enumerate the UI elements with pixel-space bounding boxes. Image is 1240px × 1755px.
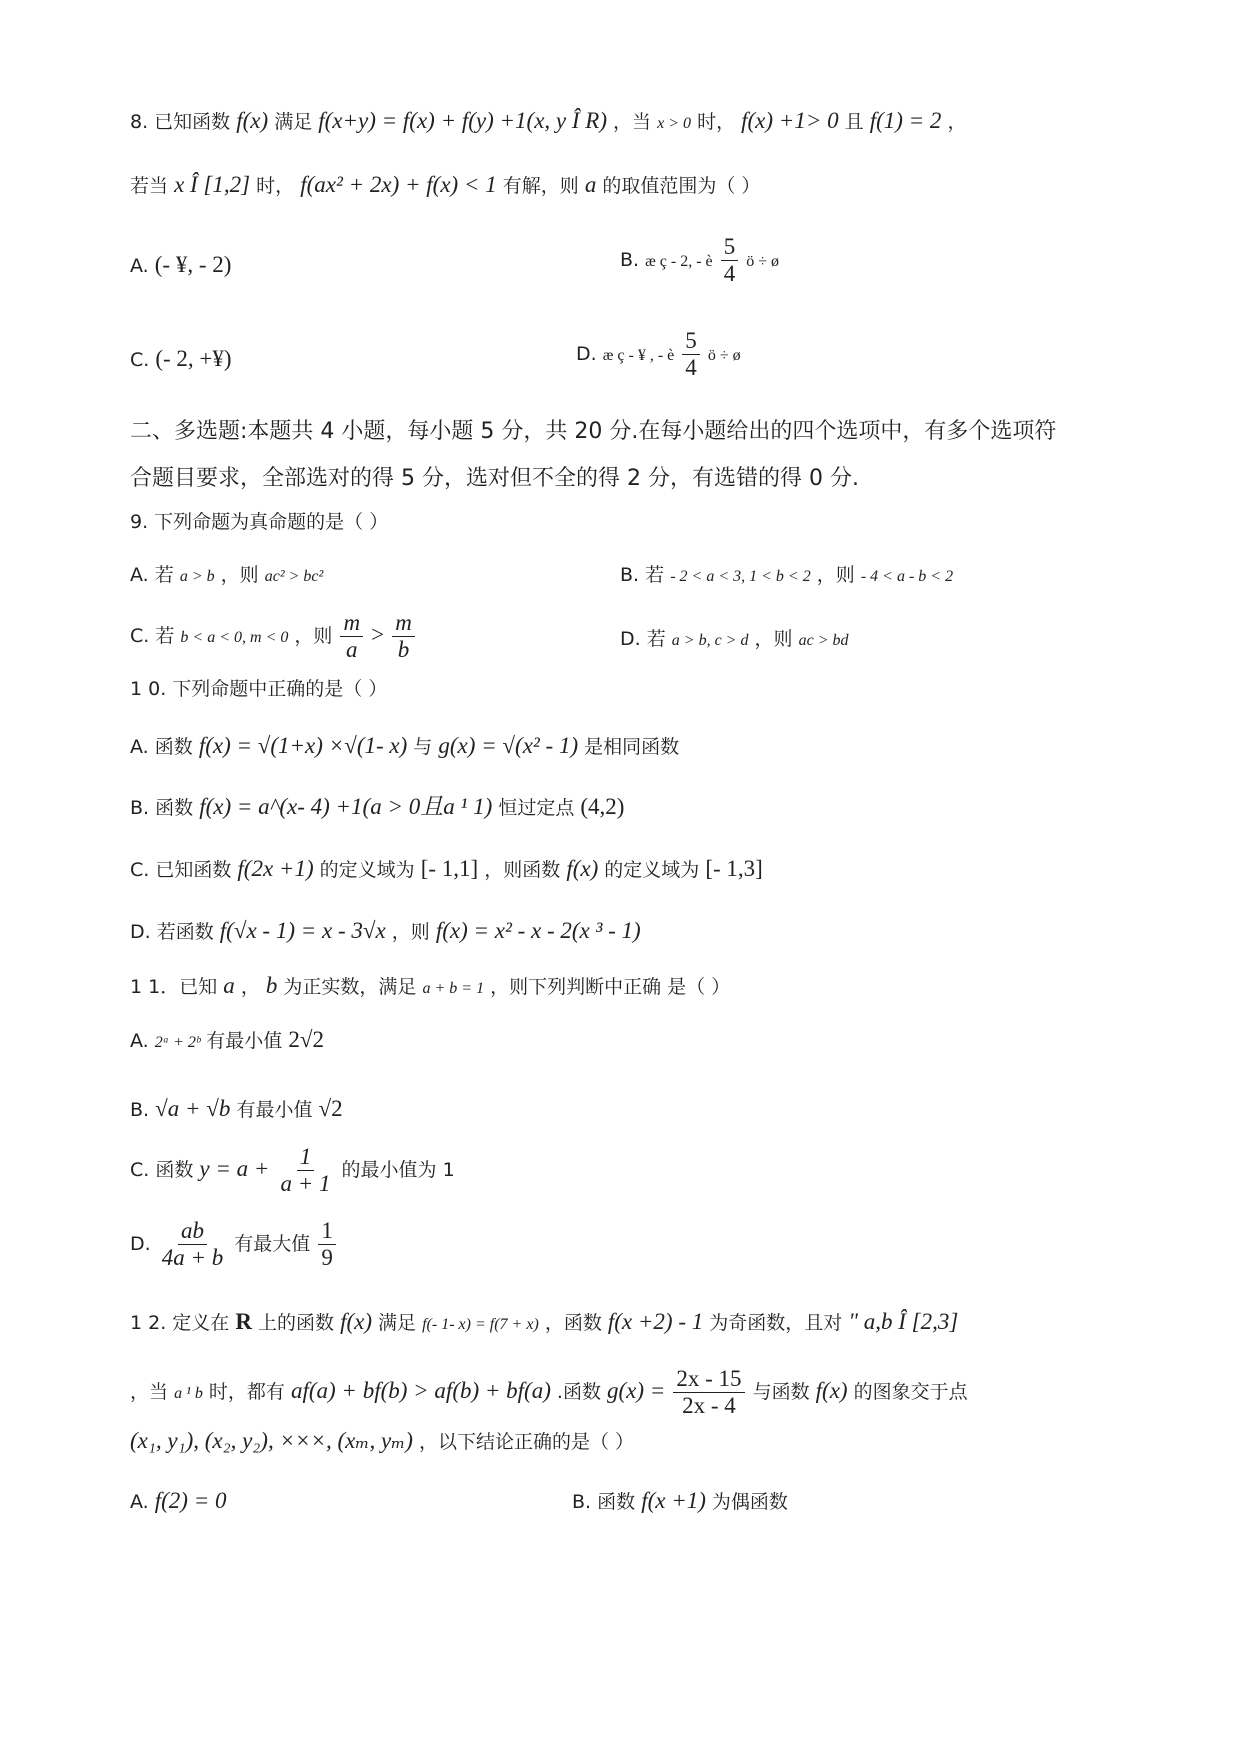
q12-text: ，当 <box>130 1381 169 1403</box>
q12-text: 时，都有 <box>208 1381 285 1403</box>
fraction-denominator: a <box>346 637 358 662</box>
option-math: √a + √b <box>155 1096 231 1121</box>
option-math: - 4 < a - b < 2 <box>860 568 954 585</box>
q11-stem <box>130 971 730 1004</box>
fraction-denominator: 4a + b <box>161 1245 224 1270</box>
option-text: 为偶函数 <box>711 1491 788 1513</box>
q10-option-d <box>130 916 641 947</box>
option-fraction <box>318 1218 336 1271</box>
q8-math: f(x) +1> 0 <box>741 108 839 133</box>
q9-option-a <box>130 560 323 592</box>
fraction-numerator: 5 <box>721 234 739 261</box>
q12-math: " a,b Î [2,3] <box>848 1309 959 1334</box>
q8-text: ，当 <box>613 111 652 133</box>
q8-math: a <box>584 172 597 197</box>
option-label: B. <box>130 1099 150 1121</box>
option-math: 2ᵃ + 2ᵇ <box>154 1034 201 1051</box>
option-math: f(x) <box>566 856 599 881</box>
option-text: 的定义域为 <box>604 859 700 881</box>
q12-line3 <box>130 1426 634 1457</box>
q8-math: x > 0 <box>657 115 692 132</box>
q8-math: f(x) <box>236 108 269 133</box>
option-label: B. <box>620 564 640 586</box>
option-text: 有最小值 <box>206 1030 283 1052</box>
q12-text: 与函数 <box>752 1381 810 1403</box>
option-math: 2√2 <box>288 1027 324 1052</box>
fraction-denominator: 2x - 4 <box>682 1393 736 1418</box>
q8-option-a <box>130 250 231 281</box>
fraction-numerator: 1 <box>297 1144 315 1171</box>
option-math: f(x) = a^(x- 4) +1(a > 0且a ¹ 1) <box>199 794 493 819</box>
q11-math: b <box>265 973 278 998</box>
q8-text: 若当 <box>130 175 169 197</box>
option-math: √2 <box>318 1096 343 1121</box>
option-math: g(x) = √(x² - 1) <box>438 733 579 758</box>
option-text: 有最大值 <box>234 1233 311 1255</box>
option-label: C. <box>130 625 150 647</box>
option-math: ö ÷ ø <box>707 347 741 364</box>
option-label: D. <box>620 628 641 650</box>
q8-text: 的取值范围为（ ） <box>602 175 761 197</box>
fraction-denominator: b <box>397 637 410 662</box>
q12-math: f(x) <box>340 1309 372 1334</box>
fraction-numerator: ab <box>178 1218 207 1245</box>
option-math: æ ç - ¥ , - è <box>602 347 675 364</box>
option-math: f(x +1) <box>641 1488 706 1513</box>
option-text: 1 <box>442 1159 455 1181</box>
option-text: ，则 <box>220 564 259 586</box>
q8-text: ， <box>947 111 967 133</box>
option-text: 已知函数 <box>155 859 232 881</box>
q11-text: 为正实数，满足 <box>283 976 417 998</box>
q11-math: a + b = 1 <box>422 980 485 997</box>
q11-option-a <box>130 1025 324 1058</box>
fraction-denominator: 4 <box>685 355 697 380</box>
q8-text: 且 <box>844 111 864 133</box>
q11-text: ， <box>240 976 260 998</box>
q9-option-b <box>620 560 953 592</box>
q9-option-d <box>620 624 849 656</box>
q8-line1 <box>130 106 967 139</box>
q12-line1 <box>130 1307 958 1340</box>
q8-text: 满足 <box>274 111 313 133</box>
option-math: f(√x - 1) = x - 3√x <box>219 918 386 943</box>
q12-text: 为奇函数，且对 <box>709 1312 843 1334</box>
option-text: 函数 <box>154 736 193 758</box>
fraction-denominator: a + 1 <box>280 1171 331 1196</box>
option-label: A. <box>130 255 149 277</box>
q12-math: f(x +2) - 1 <box>607 1309 704 1334</box>
q8-text: 8. 已知函数 <box>130 111 231 133</box>
q11-text: ，则下列判断中正确 是（ ） <box>490 976 731 998</box>
q8-math: f(x+y) = f(x) + f(y) +1(x, y Î R) <box>318 108 607 133</box>
option-text: ，则 <box>816 564 855 586</box>
option-label: B. <box>572 1491 592 1513</box>
option-math: æ ç - 2, - è <box>645 253 713 270</box>
option-label: C. <box>130 859 150 881</box>
q12-text: 的图象交于点 <box>853 1381 968 1403</box>
q8-option-c <box>130 344 232 375</box>
option-math: a > b <box>179 568 215 585</box>
option-text: 若函数 <box>156 921 214 943</box>
option-text: 函数 <box>155 797 194 819</box>
q8-text: 时， <box>697 111 736 133</box>
option-math: ac² > bc² <box>264 568 324 585</box>
option-math: b < a < 0, m < 0 <box>180 629 289 646</box>
option-math: f(2x +1) <box>237 856 314 881</box>
option-text: 的定义域为 <box>319 859 415 881</box>
option-math: y = a + <box>199 1156 270 1181</box>
option-label: D. <box>130 921 151 943</box>
option-label: B. <box>620 249 640 271</box>
option-text: 恒过定点 <box>498 797 575 819</box>
q11-text: 1 1．已知 <box>130 976 218 998</box>
option-text: 若 <box>154 564 174 586</box>
q8-line2 <box>130 170 760 201</box>
section-heading-line2: 合题目要求，全部选对的得 5 分，选对但不全的得 2 分，有选错的得 0 分. <box>130 466 859 491</box>
fraction-numerator: 2x - 15 <box>673 1366 744 1393</box>
option-math: f(2) = 0 <box>154 1488 227 1513</box>
option-label: B. <box>130 797 150 819</box>
q12-text: 满足 <box>378 1312 417 1334</box>
q10-option-c <box>130 854 763 885</box>
option-text: 函数 <box>597 1491 636 1513</box>
option-text: 若 <box>646 628 666 650</box>
option-label: C. <box>130 1159 150 1181</box>
option-math: ac > bd <box>798 632 849 649</box>
q12-option-b <box>572 1486 788 1517</box>
option-label: A. <box>130 1030 149 1052</box>
option-math: f(x) = x² - x - 2(x ³ - 1) <box>435 918 641 943</box>
section-heading-line1: 二、多选题:本题共 4 小题，每小题 5 分，共 20 分.在每小题给出的四个选项中，有多个选项符 <box>130 419 1057 444</box>
option-fraction <box>159 1218 227 1271</box>
fraction-numerator: m <box>340 610 363 637</box>
fraction-denominator: 9 <box>321 1245 333 1270</box>
q12-math: f(- 1- x) = f(7 + x) <box>422 1316 539 1333</box>
q12-math: (x₁, y₁), (x₂, y₂), ×××, (xₘ, yₘ) <box>130 1428 413 1453</box>
option-text: 的最小值为 <box>341 1159 437 1181</box>
q8-option-b <box>620 234 779 287</box>
q12-text: 1 2. 定义在 <box>130 1312 230 1334</box>
option-text: 是相同函数 <box>584 736 680 758</box>
q12-math: f(x) <box>815 1378 848 1403</box>
q12-option-a <box>130 1486 226 1517</box>
option-fraction <box>392 610 415 663</box>
option-label: A. <box>130 1491 149 1513</box>
q12-text: 上的函数 <box>258 1312 335 1334</box>
option-fraction <box>682 328 700 381</box>
option-label: A. <box>130 564 149 586</box>
option-label: C. <box>130 349 150 371</box>
option-label: D. <box>130 1233 151 1255</box>
option-text: ，则 <box>391 921 430 943</box>
option-text: 函数 <box>155 1159 194 1181</box>
option-math: - 2 < a < 3, 1 < b < 2 <box>670 568 811 585</box>
q8-text: 有解，则 <box>502 175 579 197</box>
fraction-numerator: m <box>392 610 415 637</box>
q8-text: 时， <box>256 175 295 197</box>
option-text: ，则 <box>754 628 793 650</box>
option-fraction <box>277 1144 333 1197</box>
option-math: (- 2, +¥) <box>155 346 232 371</box>
q12-text: ，函数 <box>544 1312 602 1334</box>
option-math: (4,2) <box>580 794 625 819</box>
option-math: (- ¥, - 2) <box>154 252 232 277</box>
q8-math: f(1) = 2 <box>869 108 942 133</box>
q12-math: a ¹ b <box>174 1385 203 1402</box>
q11-option-d <box>130 1218 338 1271</box>
option-fraction <box>721 234 739 287</box>
option-text: 若 <box>645 564 665 586</box>
option-math: [- 1,3] <box>705 856 763 881</box>
q11-option-c <box>130 1144 455 1197</box>
q12-math: af(a) + bf(b) > af(b) + bf(a) <box>290 1378 551 1403</box>
q10-option-a <box>130 731 679 762</box>
option-label: A. <box>130 736 149 758</box>
option-text: 与 <box>413 736 433 758</box>
q9-stem: 9. 下列命题为真命题的是（ ） <box>130 511 389 533</box>
option-math: [- 1,1] <box>420 856 479 881</box>
option-text: 有最小值 <box>236 1099 313 1121</box>
q12-fraction <box>673 1366 744 1419</box>
q10-stem: 1 0. 下列命题中正确的是（ ） <box>130 678 388 700</box>
option-math: > <box>371 622 385 647</box>
q8-math: f(ax² + 2x) + f(x) < 1 <box>300 172 497 197</box>
option-text: ，则函数 <box>484 859 561 881</box>
fraction-numerator: 1 <box>318 1218 336 1245</box>
fraction-denominator: 4 <box>723 261 736 286</box>
option-text: 若 <box>155 625 175 647</box>
option-math: ö ÷ ø <box>746 253 780 270</box>
q12-text: ，以下结论正确的是（ ） <box>419 1431 635 1453</box>
option-label: D. <box>576 343 597 365</box>
option-fraction <box>340 610 363 663</box>
q11-option-b <box>130 1094 343 1125</box>
q12-text: .函数 <box>556 1381 601 1403</box>
q10-option-b <box>130 792 624 823</box>
option-math: a > b, c > d <box>671 632 749 649</box>
option-math: f(x) = √(1+x) ×√(1- x) <box>198 733 408 758</box>
q12-line2 <box>130 1366 968 1419</box>
q12-math: g(x) = <box>607 1378 666 1403</box>
option-text: ，则 <box>294 625 333 647</box>
q8-option-d <box>576 328 741 381</box>
q8-math: x Î [1,2] <box>174 172 251 197</box>
q12-math: R <box>235 1309 252 1334</box>
q9-option-c <box>130 610 417 663</box>
q11-math: a <box>223 973 235 998</box>
fraction-numerator: 5 <box>682 328 700 355</box>
